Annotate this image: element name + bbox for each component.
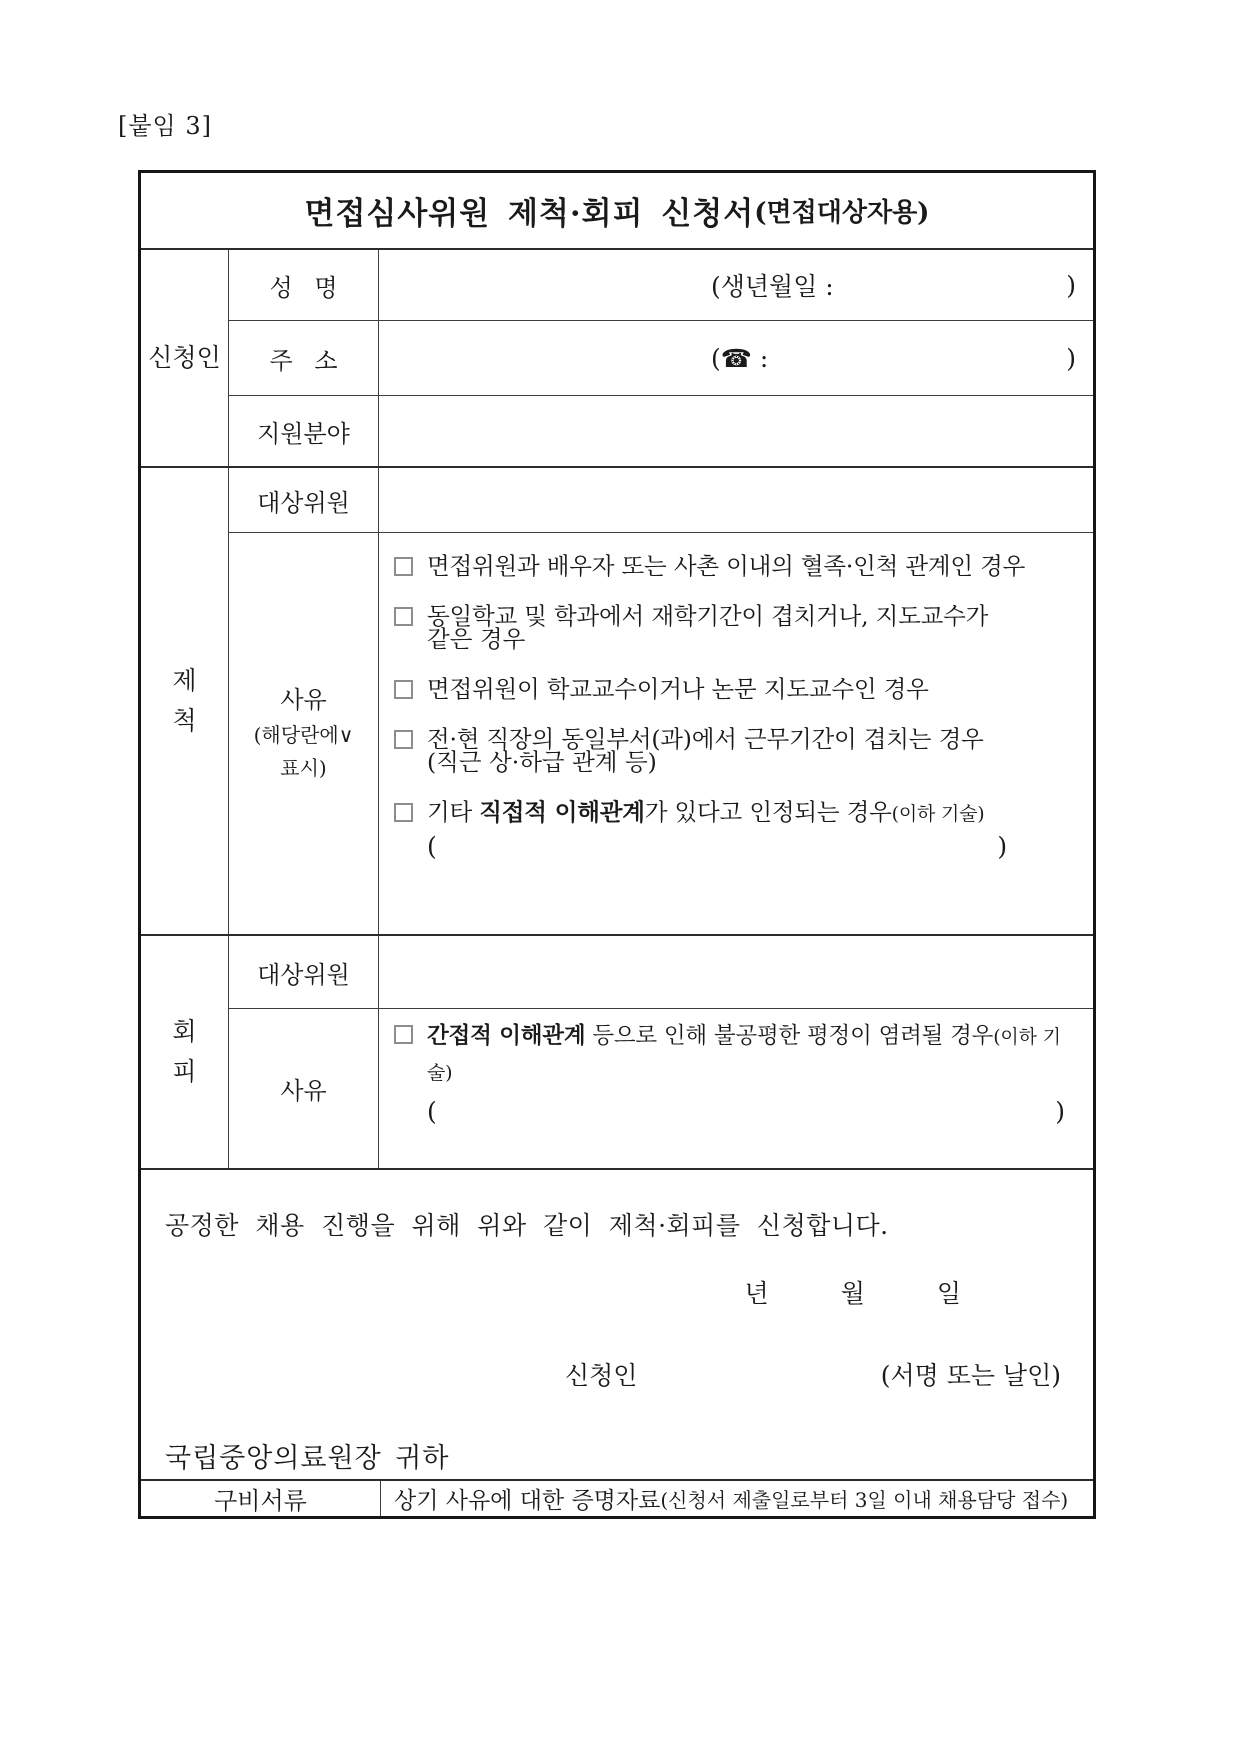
name-value-field[interactable] bbox=[379, 250, 1093, 320]
exclusion-reason-item-3: 면접위원이 학교교수이거나 논문 지도교수인 경우 bbox=[394, 672, 1025, 707]
checkbox-icon[interactable] bbox=[394, 557, 413, 576]
exclusion-reason-list bbox=[379, 533, 1035, 866]
exclusion-section-label: 제 척 bbox=[141, 468, 229, 934]
recusal-reason-item-1: 간접적 이해관계 등으로 인해 불공평한 평정이 염려될 경우(이하 기술) bbox=[394, 1019, 1083, 1091]
attachment-label: [붙임 3] bbox=[118, 112, 212, 140]
exclusion-target-label: 대상위원 bbox=[229, 468, 379, 532]
exclusion-reason-item-5-note: (이하 기술) bbox=[891, 803, 985, 825]
exclusion-reason-item-2: 동일학교 및 학과에서 재학기간이 겹치거나, 지도교수가 bbox=[394, 599, 1025, 634]
required-documents-label: 구비서류 bbox=[141, 1481, 381, 1516]
exclusion-reason-item-2-cont: 같은 경우 bbox=[427, 625, 526, 653]
form-title-row bbox=[141, 173, 1093, 250]
date-month-label: 월 bbox=[840, 1279, 865, 1308]
date-year-label: 년 bbox=[744, 1279, 769, 1308]
form-title: 면접심사위원 제척·회피 신청서 bbox=[304, 196, 755, 232]
recusal-section bbox=[141, 936, 1093, 1170]
name-field-label: 성 명 bbox=[229, 250, 379, 320]
recusal-reason-label: 사유 bbox=[229, 1009, 379, 1168]
checkbox-icon[interactable] bbox=[394, 803, 413, 822]
phone-placeholder-close: ) bbox=[1066, 343, 1076, 373]
applicant-section-label: 신청인 bbox=[141, 250, 229, 466]
exclusion-reason-item-5: 기타 직접적 이해관계가 있다고 인정되는 경우(이하 기술) bbox=[394, 795, 1025, 832]
recusal-detail-field[interactable]: ( ) bbox=[427, 1097, 1065, 1126]
exclusion-reason-note-2: 표시) bbox=[280, 756, 327, 780]
date-line bbox=[165, 1274, 1093, 1310]
exclusion-reason-note-1: (해당란에∨ bbox=[253, 723, 354, 747]
form-title-suffix: (면접대상자용) bbox=[754, 198, 930, 228]
phone-placeholder-open: ( bbox=[711, 343, 721, 373]
recusal-target-label: 대상위원 bbox=[229, 936, 379, 1008]
apply-field-label: 지원분야 bbox=[229, 396, 379, 466]
signature-note: (서명 또는 날인) bbox=[880, 1361, 1061, 1390]
exclusion-reason-item-4: 전·현 직장의 동일부서(과)에서 근무기간이 겹치는 경우 bbox=[394, 722, 1025, 757]
checkbox-icon[interactable] bbox=[394, 680, 413, 699]
recusal-target-row bbox=[229, 936, 1093, 1009]
required-documents-row bbox=[141, 1481, 1093, 1516]
date-day-label: 일 bbox=[936, 1279, 961, 1308]
exclusion-section bbox=[141, 468, 1093, 936]
birthdate-placeholder-open: (생년월일 : bbox=[711, 272, 834, 301]
exclusion-target-value[interactable] bbox=[379, 468, 1093, 532]
recusal-section-label: 회 피 bbox=[141, 936, 229, 1168]
checkbox-icon[interactable] bbox=[394, 607, 413, 626]
indirect-interest-bold: 간접적 이해관계 bbox=[427, 1023, 586, 1049]
recusal-reason-row bbox=[229, 1009, 1093, 1168]
birthdate-placeholder-close: ) bbox=[1066, 270, 1076, 300]
required-documents-value: 상기 사유에 대한 증명자료 (신청서 제출일로부터 3일 이내 채용담당 접수) bbox=[381, 1481, 1093, 1516]
address-row bbox=[229, 321, 1093, 396]
apply-field-row bbox=[229, 396, 1093, 466]
signature-line bbox=[165, 1356, 1093, 1392]
exclusion-detail-field[interactable]: ( ) bbox=[427, 832, 1008, 861]
exclusion-reason-item-1: 면접위원과 배우자 또는 사촌 이내의 혈족·인척 관계인 경우 bbox=[394, 549, 1025, 584]
statement-section bbox=[141, 1170, 1093, 1481]
application-form-table bbox=[138, 170, 1096, 1519]
phone-icon: ☎ bbox=[720, 343, 752, 373]
recusal-reason-item-1-note: (이하 기술) bbox=[427, 1026, 1061, 1084]
signature-applicant-label: 신청인 bbox=[565, 1361, 638, 1390]
required-documents-note: (신청서 제출일로부터 3일 이내 채용담당 접수) bbox=[660, 1488, 1069, 1512]
address-field-label: 주 소 bbox=[229, 321, 379, 395]
checkbox-icon[interactable] bbox=[394, 1025, 413, 1044]
addressee-text: 국립중앙의료원장 귀하 bbox=[165, 1443, 450, 1474]
direct-interest-bold: 직접적 이해관계 bbox=[479, 798, 645, 826]
exclusion-reason-item-4-cont: (직근 상·하급 관계 등) bbox=[427, 748, 657, 776]
exclusion-target-row bbox=[229, 468, 1093, 533]
declaration-text: 공정한 채용 진행을 위해 위와 같이 제척·회피를 신청합니다. bbox=[165, 1211, 889, 1240]
exclusion-reason-label: 사유 (해당란에∨ 표시) bbox=[229, 533, 379, 934]
checkbox-icon[interactable] bbox=[394, 730, 413, 749]
address-value-field[interactable] bbox=[379, 321, 1093, 395]
applicant-section bbox=[141, 250, 1093, 468]
recusal-reason-list bbox=[379, 1009, 1093, 1131]
name-row bbox=[229, 250, 1093, 321]
phone-placeholder-colon: : bbox=[751, 343, 769, 373]
recusal-target-value[interactable] bbox=[379, 936, 1093, 1008]
exclusion-reason-row bbox=[229, 533, 1093, 934]
apply-field-value[interactable] bbox=[379, 396, 1093, 466]
